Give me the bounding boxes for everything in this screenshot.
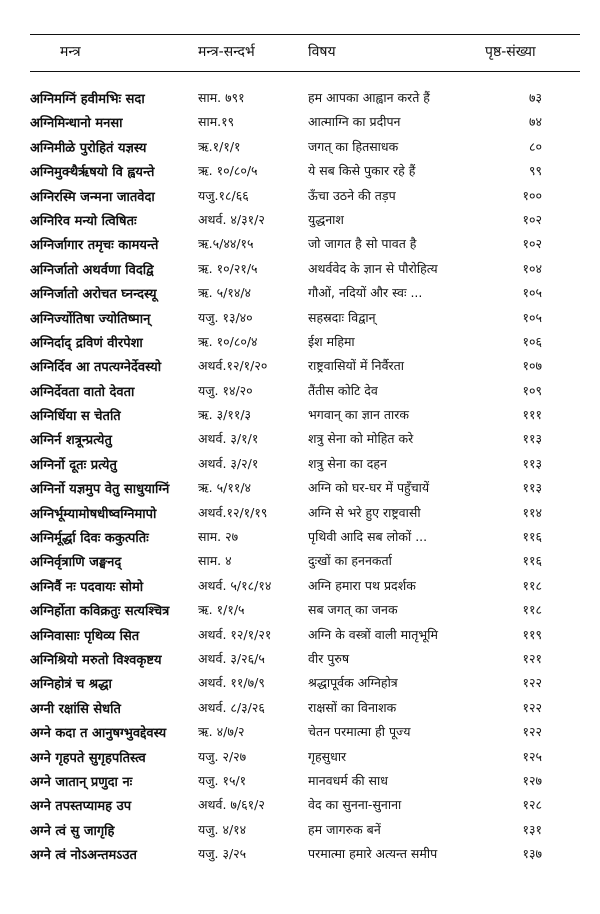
table-header (0, 40, 600, 66)
table-row (0, 549, 600, 573)
table-row (0, 159, 600, 183)
page-number-cell: ८० (528, 138, 542, 154)
reference-cell: साम.१९ (198, 114, 235, 130)
reference-cell: अथर्व. १२/१/२१ (198, 626, 272, 642)
subject-cell: ईश महिमा (308, 333, 355, 349)
subject-cell: परमात्मा हमारे अत्यन्त समीप (308, 846, 438, 862)
subject-cell: हम आपका आह्वान करते हैं (308, 90, 430, 105)
mantra-cell: अग्निहोत्रं च श्रद्धा (30, 677, 112, 693)
table-row (0, 86, 600, 110)
mantra-cell: अग्निर्मूर्द्धा दिवः ककुत्पतिः (30, 531, 149, 547)
mantra-cell: अग्निमुक्थैर्ऋषयो वि ह्वयन्ते (30, 165, 155, 181)
mantra-cell: अग्निर्दाद् द्रविणं वीरपेशा (30, 335, 143, 351)
mantra-cell: अग्ने त्वं सु जागृहि (30, 823, 115, 839)
table-row (0, 452, 600, 476)
page-number-cell: १०२ (522, 211, 542, 227)
reference-cell: अथर्व. ५/१८/१४ (198, 577, 272, 593)
index-table (0, 86, 600, 867)
table-row (0, 184, 600, 208)
table-row (0, 257, 600, 281)
page-number-cell: ११३ (522, 480, 542, 496)
mantra-cell: अग्ने जातान् प्रणुदा नः (30, 774, 133, 790)
table-row (0, 208, 600, 232)
subject-cell: राष्ट्रवासियों में निर्वैरता (308, 358, 405, 374)
page-number-cell: १०४ (522, 260, 542, 276)
reference-cell: ऋ. ५/११/४ (198, 480, 252, 496)
table-row (0, 135, 600, 159)
page-number-cell: १०५ (522, 285, 542, 301)
reference-cell: ऋ. ३/११/३ (198, 407, 252, 423)
subject-cell: ऊँचा उठने की तड़प (308, 187, 396, 203)
mantra-cell: अग्निमीळे पुरोहितं यज्ञस्य (30, 140, 147, 156)
table-row (0, 427, 600, 451)
reference-cell: यजु. ३/२५ (198, 846, 247, 862)
reference-cell: यजु. २/२७ (198, 748, 247, 764)
mantra-cell: अग्नी रक्षांसि सेधति (30, 701, 121, 717)
subject-cell: राक्षसों का विनाशक (308, 699, 397, 715)
mantra-cell: अग्निर्धिया स चेतति (30, 409, 121, 425)
page-number-cell: १३१ (522, 821, 542, 837)
page-number-cell: १२५ (522, 748, 542, 764)
reference-cell: ऋ. १०/८०/४ (198, 333, 258, 349)
mantra-cell: अग्निर्जातो अरोचत घ्नन्दस्यू (30, 287, 157, 303)
mantra-cell: अग्निर्होता कविक्रतुः सत्यश्चित्र (30, 604, 170, 620)
table-row (0, 574, 600, 598)
page-number-cell: ११८ (522, 577, 542, 593)
table-row (0, 354, 600, 378)
reference-cell: अथर्व. ४/३१/२ (198, 211, 265, 227)
mantra-cell: अग्निमिन्धानो मनसा (30, 116, 123, 132)
subject-cell: अथर्ववेद के ज्ञान से पौरोहित्य (308, 260, 438, 276)
header-rule (30, 71, 580, 72)
page-number-cell: ११४ (522, 504, 542, 520)
page-number-cell: १३७ (522, 846, 542, 862)
subject-cell: श्रद्धापूर्वक अग्निहोत्र (308, 675, 398, 691)
reference-cell: यजु. ४/१४ (198, 821, 247, 837)
page-number-cell: १२२ (522, 724, 542, 740)
mantra-cell: अग्निवासाः पृथिव्य सित (30, 628, 140, 644)
page-number-cell: १०९ (522, 382, 542, 398)
subject-cell: पृथिवी आदि सब लोकों ... (308, 529, 428, 545)
header-reference: मन्त्र-सन्दर्भ (198, 44, 255, 60)
table-row (0, 330, 600, 354)
subject-cell: शत्रु सेना को मोहित करे (308, 431, 414, 447)
mantra-cell: अग्निर्देवता वातो देवता (30, 384, 135, 400)
subject-cell: मानवधर्म की साध (308, 772, 388, 788)
reference-cell: ऋ. १/१/५ (198, 602, 245, 618)
page-number-cell: ११६ (522, 529, 542, 545)
table-row (0, 842, 600, 866)
table-row (0, 232, 600, 256)
reference-cell: ऋ.५/४४/१५ (198, 236, 254, 252)
table-row (0, 696, 600, 720)
reference-cell: अथर्व. ३/१/१ (198, 431, 259, 447)
table-row (0, 647, 600, 671)
table-row (0, 525, 600, 549)
mantra-cell: अग्निर्भूम्यामोषधीष्वग्निमापो (30, 506, 157, 522)
subject-cell: आत्माग्नि का प्रदीपन (308, 114, 401, 130)
subject-cell: वेद का सुनना-सुनाना (308, 797, 402, 813)
table-row (0, 110, 600, 134)
reference-cell: अथर्व. ३/२६/५ (198, 650, 265, 666)
reference-cell: अथर्व. ११/७/९ (198, 675, 265, 691)
reference-cell: साम. ७९१ (198, 90, 245, 105)
table-row (0, 306, 600, 330)
table-row (0, 623, 600, 647)
subject-cell: अग्नि से भरे हुए राष्ट्रवासी (308, 504, 421, 520)
reference-cell: अथर्व. ३/२/१ (198, 455, 259, 471)
mantra-cell: अग्निर्वृत्राणि जङ्घनद् (30, 555, 122, 571)
page-number-cell: ११८ (522, 602, 542, 618)
reference-cell: ऋ. १०/८०/५ (198, 163, 258, 179)
mantra-cell: अग्निर्नो दूतः प्रत्येतु (30, 457, 117, 473)
reference-cell: अथर्व.१२/१/१९ (198, 504, 268, 520)
subject-cell: गृहसुधार (308, 748, 347, 764)
mantra-cell: अग्निरस्मि जन्मना जातवेदा (30, 189, 155, 205)
subject-cell: ये सब किसे पुकार रहे हैं (308, 163, 416, 179)
page-number-cell: १०५ (522, 309, 542, 325)
mantra-cell: अग्निमग्निं हवीमभिः सदा (30, 92, 145, 107)
reference-cell: अथर्व. ७/६१/२ (198, 797, 265, 813)
page-number-cell: १२८ (522, 797, 542, 813)
subject-cell: अग्नि के वस्त्रों वाली मातृभूमि (308, 626, 438, 642)
table-row (0, 818, 600, 842)
page-number-cell: १०० (522, 187, 542, 203)
reference-cell: यजु. १३/४० (198, 309, 253, 325)
page-number-cell: ११६ (522, 553, 542, 569)
reference-cell: यजु.१८/६६ (198, 187, 249, 203)
reference-cell: साम. ४ (198, 553, 232, 569)
table-row (0, 379, 600, 403)
page-number-cell: ९९ (528, 163, 542, 179)
mantra-cell: अग्ने गृहपते सुगृहपतिस्त्व (30, 750, 146, 766)
page-number-cell: १२७ (522, 772, 542, 788)
page-number-cell: १११ (522, 407, 542, 423)
header-mantra: मन्त्र (60, 44, 81, 60)
mantra-cell: अग्निर्ज्योतिषा ज्योतिष्मान् (30, 311, 151, 327)
reference-cell: अथर्व. ८/३/२६ (198, 699, 265, 715)
subject-cell: शत्रु सेना का दहन (308, 455, 387, 471)
subject-cell: चेतन परमात्मा ही पूज्य (308, 724, 411, 740)
header-subject: विषय (308, 44, 336, 60)
mantra-cell: अग्निश्रियो मरुतो विश्वकृष्टय (30, 652, 162, 668)
mantra-cell: अग्ने तपस्तप्यामह उप (30, 799, 132, 815)
page-number-cell: ११३ (522, 455, 542, 471)
page-number-cell: १२१ (522, 650, 542, 666)
mantra-cell: अग्निर्दिव आ तपत्यग्नेर्देवस्यो (30, 360, 162, 376)
page-number-cell: ११९ (522, 626, 542, 642)
page-number-cell: १०६ (522, 333, 542, 349)
reference-cell: ऋ. ४/७/२ (198, 724, 245, 740)
reference-cell: ऋ.१/१/१ (198, 138, 241, 154)
table-row (0, 720, 600, 744)
page-number-cell: १०७ (522, 358, 542, 374)
page-number-cell: १०२ (522, 236, 542, 252)
mantra-cell: अग्निर्न शत्रून्प्रत्येतु (30, 433, 112, 449)
mantra-cell: अग्निर्जागार तमृचः कामयन्ते (30, 238, 159, 254)
subject-cell: सब जगत् का जनक (308, 602, 398, 618)
table-row (0, 403, 600, 427)
header-page-number: पृष्ठ-संख्या (485, 44, 536, 60)
mantra-cell: अग्निर्वै नः पदवायः सोमो (30, 579, 144, 595)
subject-cell: तैंतीस कोटि देव (308, 382, 378, 398)
table-row (0, 671, 600, 695)
subject-cell: अग्नि को घर-घर में पहुँचायें (308, 480, 430, 496)
page-number-cell: ११३ (522, 431, 542, 447)
reference-cell: ऋ. १०/२१/५ (198, 260, 258, 276)
subject-cell: जगत् का हितसाधक (308, 138, 399, 154)
page-number-cell: १२२ (522, 675, 542, 691)
subject-cell: भगवान् का ज्ञान तारक (308, 407, 409, 423)
table-row (0, 793, 600, 817)
table-row (0, 745, 600, 769)
subject-cell: दुःखों का हननकर्ता (308, 553, 392, 569)
mantra-cell: अग्ने त्वं नोऽअन्तमऽउत (30, 848, 137, 864)
page-number-cell: १२२ (522, 699, 542, 715)
page-number-cell: ७४ (528, 114, 542, 130)
table-row (0, 501, 600, 525)
table-row (0, 281, 600, 305)
mantra-cell: अग्निरिव मन्यो त्विषितः (30, 213, 137, 229)
subject-cell: वीर पुरुष (308, 650, 350, 666)
subject-cell: गौओं, नदियों और स्वः ... (308, 285, 423, 301)
reference-cell: ऋ. ५/१४/४ (198, 285, 252, 301)
page-number-cell: ७३ (528, 90, 542, 105)
mantra-cell: अग्निर्नो यज्ञमुप वेतु साधुयाग्निं (30, 482, 170, 498)
reference-cell: साम. २७ (198, 529, 239, 545)
reference-cell: अथर्व.१२/१/२० (198, 358, 268, 374)
reference-cell: यजु. १५/१ (198, 772, 247, 788)
subject-cell: सहस्रदाः विद्वान् (308, 309, 376, 325)
mantra-cell: अग्निर्जातो अथर्वणा विदद्वि (30, 262, 154, 278)
subject-cell: युद्धनाश (308, 211, 344, 227)
reference-cell: यजु. १४/२० (198, 382, 253, 398)
table-row (0, 476, 600, 500)
table-row (0, 769, 600, 793)
subject-cell: जो जागत है सो पावत है (308, 236, 417, 252)
top-rule (30, 34, 580, 35)
table-row (0, 598, 600, 622)
subject-cell: अग्नि हमारा पथ प्रदर्शक (308, 577, 416, 593)
mantra-cell: अग्ने कदा त आनुषग्भुवद्देवस्य (30, 726, 167, 742)
subject-cell: हम जागरुक बनें (308, 821, 381, 837)
